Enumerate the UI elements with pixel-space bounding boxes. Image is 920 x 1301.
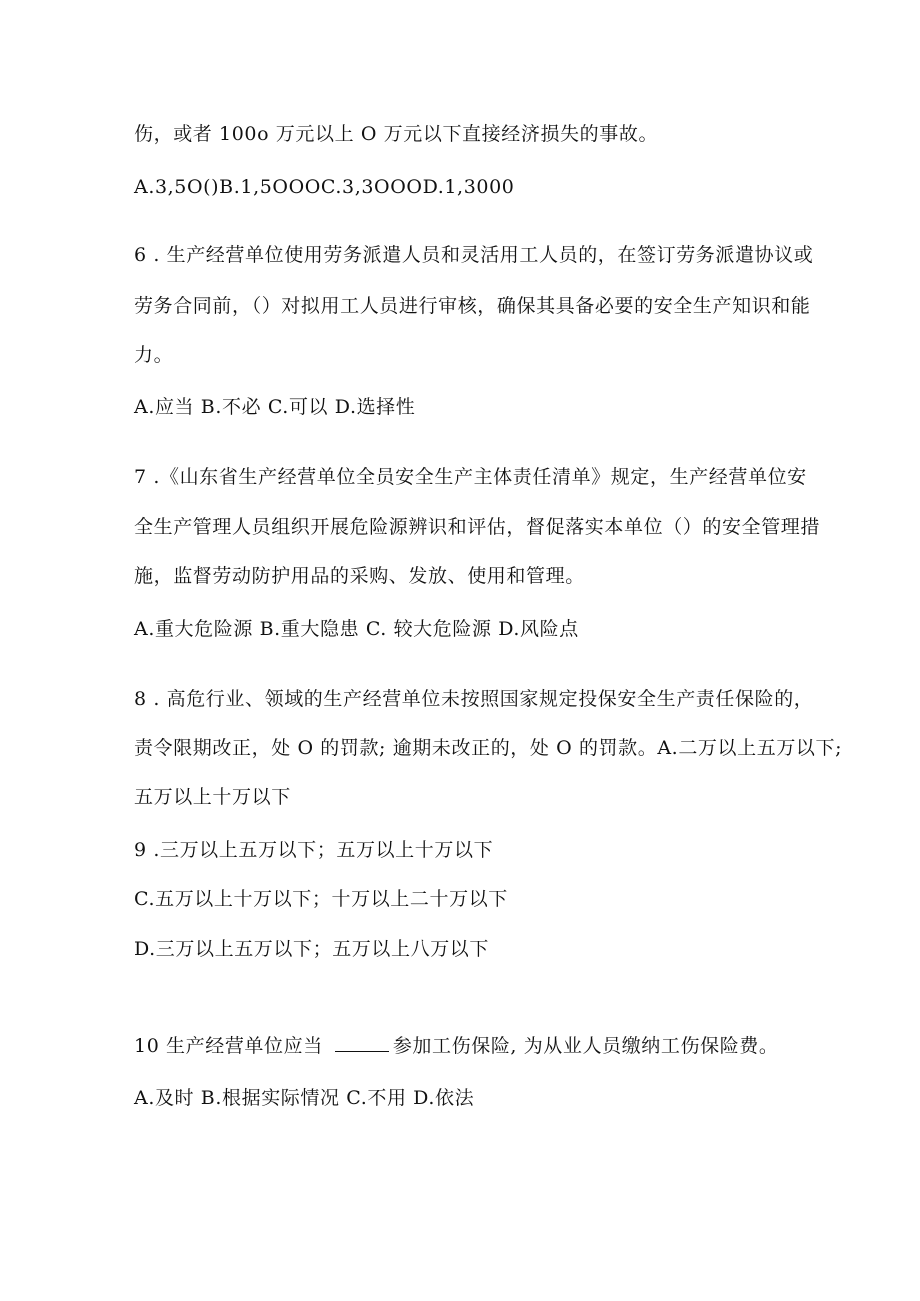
question-7-line: 施，监督劳动防护用品的采购、发放、使用和管理。	[134, 565, 585, 587]
answer-options: A.及时 B.根据实际情况 C.不用 D.依法	[134, 1087, 475, 1109]
question-7-line: 全生产管理人员组织开展危险源辨识和评估，督促落实本单位（）的安全管理措	[134, 516, 821, 538]
question-6-line: 6 . 生产经营单位使用劳务派遣人员和灵活用工人员的，在签订劳务派遣协议或	[134, 244, 814, 266]
answer-option-c: C.五万以上十万以下；十万以上二十万以下	[134, 888, 508, 910]
fill-in-blank	[335, 1034, 389, 1052]
text-line: 伤，或者 100o 万元以上 O 万元以下直接经济损失的事故。	[134, 123, 659, 145]
question-9-line: 9 .三万以上五万以下；五万以上十万以下	[134, 839, 494, 861]
question-8-line: 五万以上十万以下	[134, 786, 291, 808]
question-8-line: 8 . 高危行业、领域的生产经营单位未按照国家规定投保安全生产责任保险的，	[134, 688, 814, 710]
answer-options: A.3,5O()B.1,5OOOC.3,3OOOD.1,3000	[134, 176, 515, 198]
question-10-text: 参加工伤保险, 为从业人员缴纳工伤保险费。	[392, 1035, 779, 1057]
question-6-line: 力。	[134, 344, 174, 366]
answer-options: A.应当 B.不必 C.可以 D.选择性	[134, 396, 416, 418]
answer-options: A.重大危险源 B.重大隐患 C. 较大危险源 D.风险点	[134, 618, 579, 640]
question-6-line: 劳务合同前，（）对拟用工人员进行审核，确保其具备必要的安全生产知识和能	[134, 295, 811, 317]
question-8-line: 责令限期改正，处 O 的罚款; 逾期未改正的，处 O 的罚款。A.二万以上五万以下;	[134, 737, 843, 759]
question-10-line	[134, 1034, 834, 1058]
question-7-line: 7 .《山东省生产经营单位全员安全生产主体责任清单》规定，生产经营单位安	[134, 466, 807, 488]
question-10-text: 10 生产经营单位应当	[134, 1035, 323, 1057]
answer-option-d: D.三万以上五万以下；五万以上八万以下	[134, 938, 489, 960]
